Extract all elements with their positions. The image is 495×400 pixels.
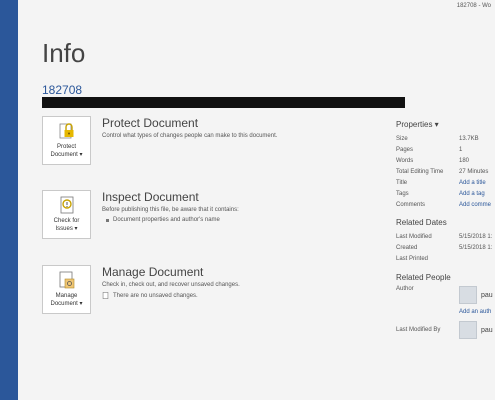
property-label: Comments <box>396 201 426 208</box>
property-label: Words <box>396 157 414 164</box>
property-label: Size <box>396 135 408 142</box>
property-label: Tags <box>396 190 409 197</box>
backstage-nav-bar <box>0 0 18 400</box>
property-value: 5/15/2018 1: <box>459 233 493 240</box>
last-modified-by-label: Last Modified By <box>396 327 441 333</box>
button-label-line-2: Issues ▾ <box>55 226 78 232</box>
property-label: Last Modified <box>396 233 432 240</box>
bullet-text: There are no unsaved changes. <box>113 292 198 299</box>
section-heading: Protect Document <box>102 116 199 130</box>
redacted-path <box>42 97 405 108</box>
list-item <box>102 217 382 223</box>
property-value[interactable]: Add a tag <box>459 190 485 197</box>
properties-heading[interactable]: Properties ▾ <box>396 120 439 129</box>
avatar <box>459 321 477 339</box>
property-value: 13.7KB <box>459 135 479 142</box>
property-row <box>396 166 495 177</box>
button-label-line-2: Document ▾ <box>50 301 83 307</box>
property-row <box>396 144 495 155</box>
related-dates-heading: Related Dates <box>396 218 447 227</box>
bullet-text: Document properties and author's name <box>113 217 220 223</box>
property-value[interactable]: Add a title <box>459 179 486 186</box>
property-label: Pages <box>396 146 414 153</box>
add-author-link[interactable]: Add an auth <box>459 308 492 315</box>
page-title: Info <box>42 38 86 68</box>
property-row <box>396 253 495 264</box>
document-path[interactable]: 182708 <box>42 83 83 97</box>
section-heading: Inspect Document <box>102 190 199 204</box>
section-description: Check in, check out, and recover unsaved changes. <box>102 282 240 288</box>
property-row <box>396 133 495 144</box>
property-row <box>396 177 495 188</box>
last-modified-person[interactable] <box>459 321 493 339</box>
property-label: Last Printed <box>396 255 429 262</box>
property-row <box>396 199 495 210</box>
protect-document-button[interactable] <box>42 116 91 165</box>
property-label: Total Editing Time <box>396 168 444 175</box>
property-value: 1 <box>459 146 463 153</box>
property-row <box>396 231 495 242</box>
property-value: 27 Minutes <box>459 168 489 175</box>
property-value[interactable]: Add comme <box>459 201 492 208</box>
property-row <box>396 188 495 199</box>
button-label-line-1: Manage <box>55 293 78 299</box>
window-title: 182708 - Wo <box>456 3 491 9</box>
lock-icon <box>57 121 77 141</box>
author-name: pau <box>481 291 493 299</box>
list-item <box>102 292 382 299</box>
author-person[interactable] <box>459 286 493 304</box>
property-label: Created <box>396 244 418 251</box>
property-row <box>396 242 495 253</box>
check-for-issues-button[interactable] <box>42 190 91 239</box>
property-label: Title <box>396 179 408 186</box>
property-value: 5/15/2018 1: <box>459 244 493 251</box>
author-label: Author <box>396 286 414 292</box>
section-description: Before publishing this file, be aware that it contains: <box>102 207 239 213</box>
property-row <box>396 155 495 166</box>
manage-document-button[interactable] <box>42 265 91 314</box>
properties-panel <box>396 120 495 339</box>
document-inspect-icon <box>57 195 77 215</box>
button-label-line-1: Check for <box>53 218 80 224</box>
property-value: 180 <box>459 157 470 164</box>
section-heading: Manage Document <box>102 265 204 279</box>
related-people-heading: Related People <box>396 273 451 282</box>
add-author-row <box>396 306 495 317</box>
last-modified-name: pau <box>481 326 493 334</box>
document-icon <box>102 292 109 299</box>
section-description: Control what types of changes people can make to this document. <box>102 133 278 139</box>
author-row <box>396 286 495 304</box>
last-modified-by-row <box>396 321 495 339</box>
bullet-icon <box>106 219 109 222</box>
button-label-line-2: Document ▾ <box>50 152 83 158</box>
manage-document-icon <box>57 270 77 290</box>
button-label-line-1: Protect <box>56 144 76 150</box>
avatar <box>459 286 477 304</box>
